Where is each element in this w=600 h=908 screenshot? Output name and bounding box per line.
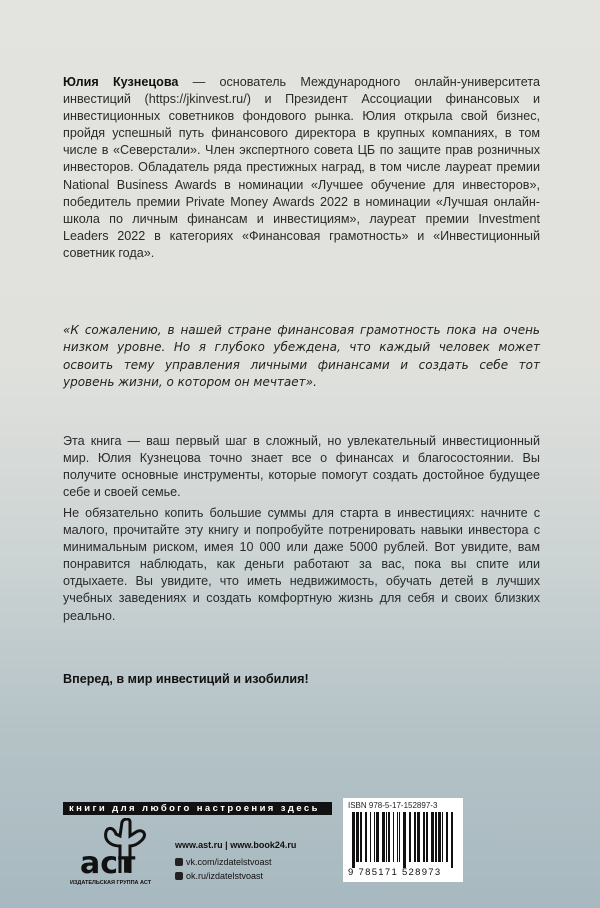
barcode-bar <box>356 812 359 862</box>
barcode-bar <box>426 812 428 862</box>
closing-slogan: Вперед, в мир инвестиций и изобилия! <box>63 672 309 686</box>
barcode-bar <box>388 812 390 862</box>
barcode-bar <box>435 812 437 862</box>
barcode-bar <box>397 812 398 862</box>
publisher-links <box>175 840 296 885</box>
barcode-bar <box>403 812 406 868</box>
isbn-barcode <box>343 798 463 882</box>
book-pitch: Не обязательно копить большие суммы для старта в инвестициях: начните с малого, прочитайте эту книгу и попробуйте потренировать навыки инвестора с минимальным риском, имея 10 000 или даже 5000 рублей. Вот увидите, вам понравится наблюдать, как деньги работают за вас, пока вы спите или отдыхаете. Вы увидите, что иметь недвижимость, обучать детей в лучших учебных заведениях и создать комфортную жизнь для себя и своих близких реально. <box>63 506 540 623</box>
author-bio-text: — основатель Международного онлайн-университета инвестиций (https://jkinvest.ru/) и Президент Ассоциации финансовых и инвестиционных советников фондового рынка. Юлия открыла свой бизнес, пройдя успешный путь финансового директора в крупных компаниях, в том числе в «Северстали». Член экспертного совета ЦБ по защите прав розничных инвесторов. Обладатель ряда престижных наград, в том числе лауреат премии National Business Awards в номинации «Лучшее обучение для инвесторов», победитель премии Private Money Awards 2022 в номинации «Лучшая онлайн-школа по личным финансам и инвестициям», лауреат премии Investment Leaders 2022 в категориях «Финансовая грамотность» и «Инвестиционный советник года». <box>63 75 540 260</box>
barcode-bar <box>365 812 367 862</box>
isbn-label: ISBN 978-5-17-152897-3 <box>348 801 438 810</box>
barcode-bar <box>374 812 375 862</box>
barcode-bar <box>423 812 425 862</box>
vk-link-text[interactable]: vk.com/izdatelstvoast <box>186 857 272 867</box>
barcode-bar <box>417 812 420 862</box>
barcode-bar <box>451 812 453 868</box>
barcode-bar <box>352 812 355 868</box>
barcode-bar <box>446 812 448 862</box>
vk-link[interactable] <box>175 857 296 867</box>
publisher-caption: ИЗДАТЕЛЬСКАЯ ГРУППА АСТ <box>70 880 152 886</box>
barcode-bar <box>399 812 400 862</box>
book-description: Эта книга — ваш первый шаг в сложный, но увлекательный инвестиционный мир. Юлия Кузнецова точно знает все о финансах и благосостоянии. Вы получите основные инструменты, которые помогут создать достойное будущее себе и своей семье. <box>63 434 540 500</box>
barcode-bar <box>382 812 385 862</box>
author-quote: «К сожалению, в нашей стране финансовая грамотность пока на очень низком уровне. Но я глубоко убеждена, что каждый человек может освоить тему управления личными финансами и создать себе тот уровень жизни, о котором он мечтает». <box>63 323 540 390</box>
publisher-banner: книги для любого настроения здесь <box>63 802 332 815</box>
vk-icon <box>175 858 183 866</box>
barcode-bar <box>409 812 411 862</box>
barcode-bar <box>386 812 387 862</box>
barcode-bar <box>360 812 362 862</box>
barcode-bar <box>438 812 441 862</box>
barcode-bar <box>442 812 443 862</box>
barcode-bar <box>376 812 379 862</box>
ok-link[interactable] <box>175 871 296 881</box>
logo-text: аст <box>80 846 136 878</box>
author-name: Юлия Кузнецова <box>63 75 179 89</box>
ok-icon <box>175 872 183 880</box>
author-bio <box>63 74 540 262</box>
barcode-bar <box>393 812 394 862</box>
barcode-bar <box>370 812 371 862</box>
website-links[interactable]: www.ast.ru | www.book24.ru <box>175 840 297 850</box>
barcode-number: 9 785171 528973 <box>348 867 442 878</box>
ast-logo-icon <box>80 818 150 878</box>
barcode-bar <box>431 812 434 862</box>
ast-logo <box>70 818 160 888</box>
barcode-bar <box>414 812 416 862</box>
ok-link-text[interactable]: ok.ru/izdatelstvoast <box>186 871 264 881</box>
barcode-bars <box>348 812 458 868</box>
